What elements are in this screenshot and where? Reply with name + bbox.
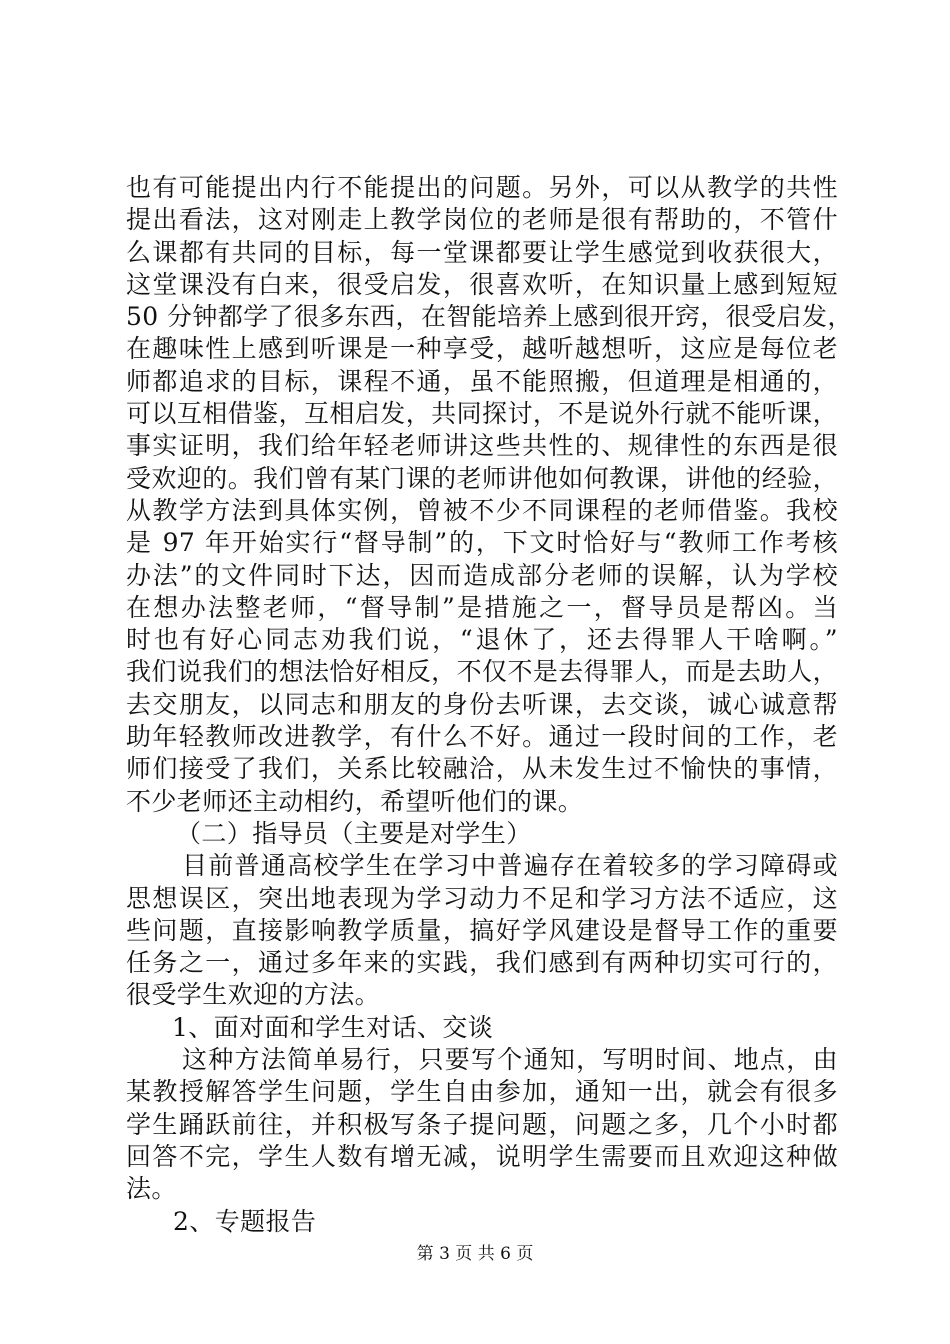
text-line: 在趣味性上感到听课是一种享受，越听越想听，这应是每位老: [126, 334, 838, 364]
text-line: 师们接受了我们，关系比较融洽，从未发生过不愉快的事情，: [126, 754, 838, 784]
text-line: 从教学方法到具体实例，曾被不少不同课程的老师借鉴。我校: [126, 495, 838, 525]
section-heading: （二）指导员（主要是对学生）: [176, 818, 532, 848]
text-line: 是 97 年开始实行“督导制”的，下文时恰好与“教师工作考核: [126, 528, 838, 558]
text-line: 办法”的文件同时下达，因而造成部分老师的误解，认为学校: [126, 560, 838, 590]
text-line: 时也有好心同志劝我们说，“退休了，还去得罪人干啥啊。”: [126, 625, 838, 655]
page-number-footer: 第 3 页 共 6 页: [416, 1244, 534, 1264]
text-line: 50 分钟都学了很多东西，在智能培养上感到很开窍，很受启发，: [126, 302, 853, 332]
text-line: 些问题，直接影响教学质量，搞好学风建设是督导工作的重要: [126, 915, 838, 945]
text-line: 某教授解答学生问题，学生自由参加，通知一出，就会有很多: [126, 1077, 838, 1107]
text-line: 这种方法简单易行，只要写个通知，写明时间、地点，由: [182, 1045, 838, 1075]
text-line: 在想办法整老师，“督导制”是措施之一，督导员是帮凶。当: [126, 592, 838, 622]
text-line: 也有可能提出内行不能提出的问题。另外，可以从教学的共性: [126, 173, 838, 202]
paragraph: [126, 850, 838, 1011]
paragraph: [126, 1044, 838, 1205]
text-line: 法。: [126, 1174, 177, 1204]
text-line: 提出看法，这对刚走上教学岗位的老师是很有帮助的，不管什: [126, 205, 838, 235]
text-line: 受欢迎的。我们曾有某门课的老师讲他如何教课，讲他的经验，: [126, 463, 838, 493]
text-line: 可以互相借鉴，互相启发，共同探讨，不是说外行就不能听课，: [126, 399, 838, 429]
text-line: 目前普通高校学生在学习中普遍存在着较多的学习障碍或: [182, 851, 838, 881]
text-line: 回答不完，学生人数有增无减，说明学生需要而且欢迎这种做: [126, 1141, 838, 1171]
list-item-heading: 2、专题报告: [173, 1206, 317, 1236]
text-line: 不少老师还主动相约，希望听他们的课。: [126, 786, 584, 816]
text-line: 去交朋友，以同志和朋友的身份去听课，去交谈，诚心诚意帮: [126, 689, 838, 719]
text-line: 助年轻教师改进教学，有什么不好。通过一段时间的工作，老: [126, 722, 838, 752]
text-line: 么课都有共同的目标，每一堂课都要让学生感觉到收获很大，: [126, 237, 838, 267]
text-line: 事实证明，我们给年轻老师讲这些共性的、规律性的东西是很: [126, 431, 838, 461]
text-line: 师都追求的目标，课程不通，虽不能照搬，但道理是相通的，: [126, 366, 838, 396]
text-line: 学生踊跃前往，并积极写条子提问题，问题之多，几个小时都: [126, 1109, 838, 1139]
text-line: 思想误区，突出地表现为学习动力不足和学习方法不适应，这: [126, 883, 838, 913]
list-item-heading: 1、面对面和学生对话、交谈: [172, 1012, 494, 1042]
text-line: 任务之一，通过多年来的实践，我们感到有两种切实可行的，: [126, 948, 838, 978]
paragraph-continued: [126, 172, 853, 818]
text-line: 这堂课没有白来，很受启发，很喜欢听，在知识量上感到短短: [126, 269, 838, 299]
text-line: 很受学生欢迎的方法。: [126, 980, 381, 1010]
text-line: 我们说我们的想法恰好相反，不仅不是去得罪人，而是去助人，: [126, 657, 838, 687]
body-text: [126, 172, 853, 1238]
